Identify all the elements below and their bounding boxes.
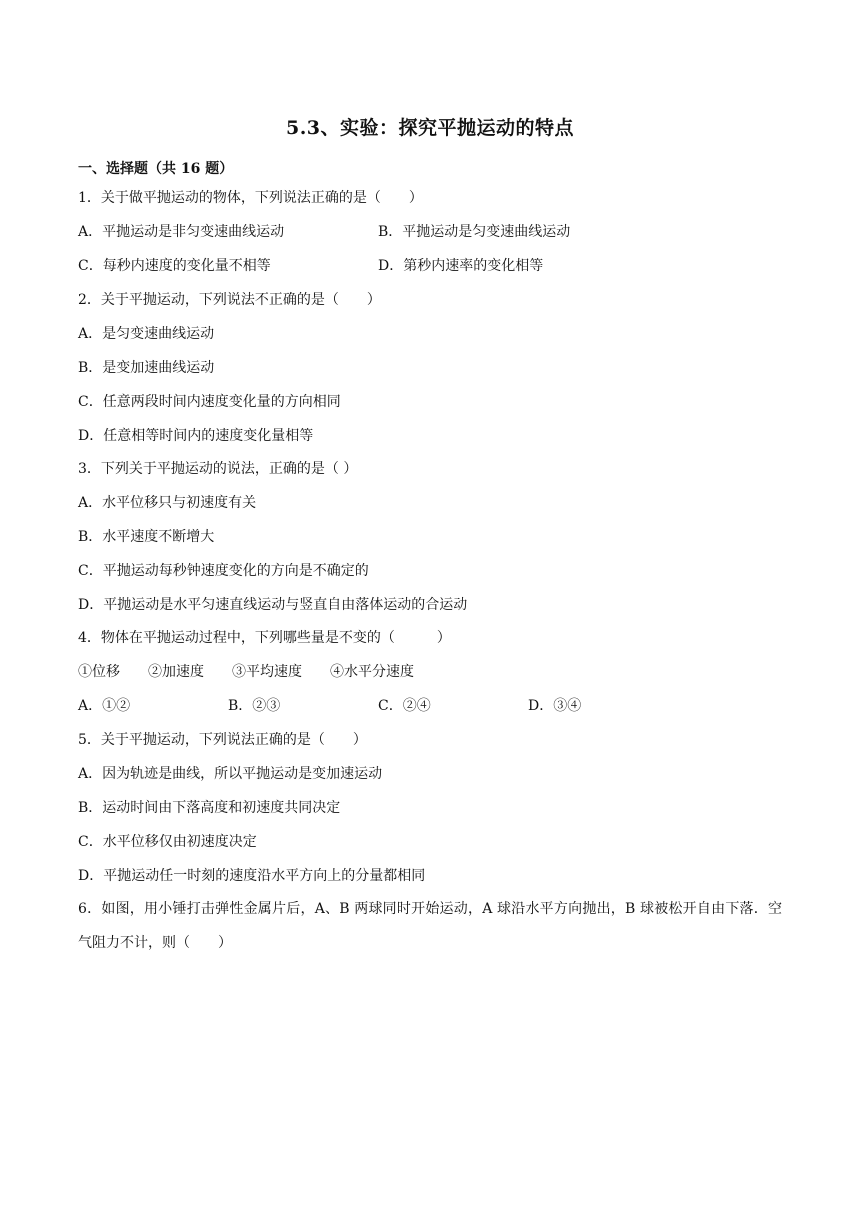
question-3-option-b: B．水平速度不断增大 [78,529,215,545]
question-3-option-d: D．平抛运动是水平匀速直线运动与竖直自由落体运动的合运动 [78,597,468,613]
question-5-option-d: D．平抛运动任一时刻的速度沿水平方向上的分量都相同 [78,868,426,884]
question-4-option-a: A．①② [78,698,131,714]
question-3-option-c: C．平抛运动每秒钟速度变化的方向是不确定的 [78,563,369,579]
question-4-stem: 4．物体在平抛运动过程中，下列哪些量是不变的（ ） [78,630,451,646]
question-2-stem: 2．关于平抛运动，下列说法不正确的是（ ） [78,292,381,308]
question-4-items: ①位移 ②加速度 ③平均速度 ④水平分速度 [78,664,414,680]
question-5-option-a: A．因为轨迹是曲线，所以平抛运动是变加速运动 [78,766,383,782]
question-3-option-a: A．水平位移只与初速度有关 [78,495,257,511]
page-title: 5.3、实验：探究平抛运动的特点 [285,117,575,139]
question-4-option-b: B．②③ [228,698,281,714]
question-5-option-c: C．水平位移仅由初速度决定 [78,834,257,850]
question-3-stem: 3．下列关于平抛运动的说法，正确的是（ ） [78,461,358,477]
question-2-option-d: D．任意相等时间内的速度变化量相等 [78,428,314,444]
question-2-option-a: A．是匀变速曲线运动 [78,326,215,342]
question-6-stem: 6．如图，用小锤打击弹性金属片后，A、B 两球同时开始运动，A 球沿水平方向抛出，B 球被松开自由下落．空气阻力不计，则（ ） [78,901,782,951]
section-heading: 一、选择题（共 16 题） [78,161,234,177]
question-2-option-b: B．是变加速曲线运动 [78,360,215,376]
question-1-option-d: D．第秒内速率的变化相等 [378,258,544,274]
question-1-stem: 1．关于做平抛运动的物体，下列说法正确的是（ ） [78,190,423,206]
question-5-stem: 5．关于平抛运动，下列说法正确的是（ ） [78,732,367,748]
question-2-option-c: C．任意两段时间内速度变化量的方向相同 [78,394,341,410]
question-1-option-b: B．平抛运动是匀变速曲线运动 [378,224,571,240]
question-5-option-b: B．运动时间由下落高度和初速度共同决定 [78,800,341,816]
question-4-option-c: C．②④ [378,698,431,714]
question-1-option-c: C．每秒内速度的变化量不相等 [78,258,271,274]
question-4-option-d: D．③④ [528,698,582,714]
question-1-option-a: A．平抛运动是非匀变速曲线运动 [78,224,285,240]
